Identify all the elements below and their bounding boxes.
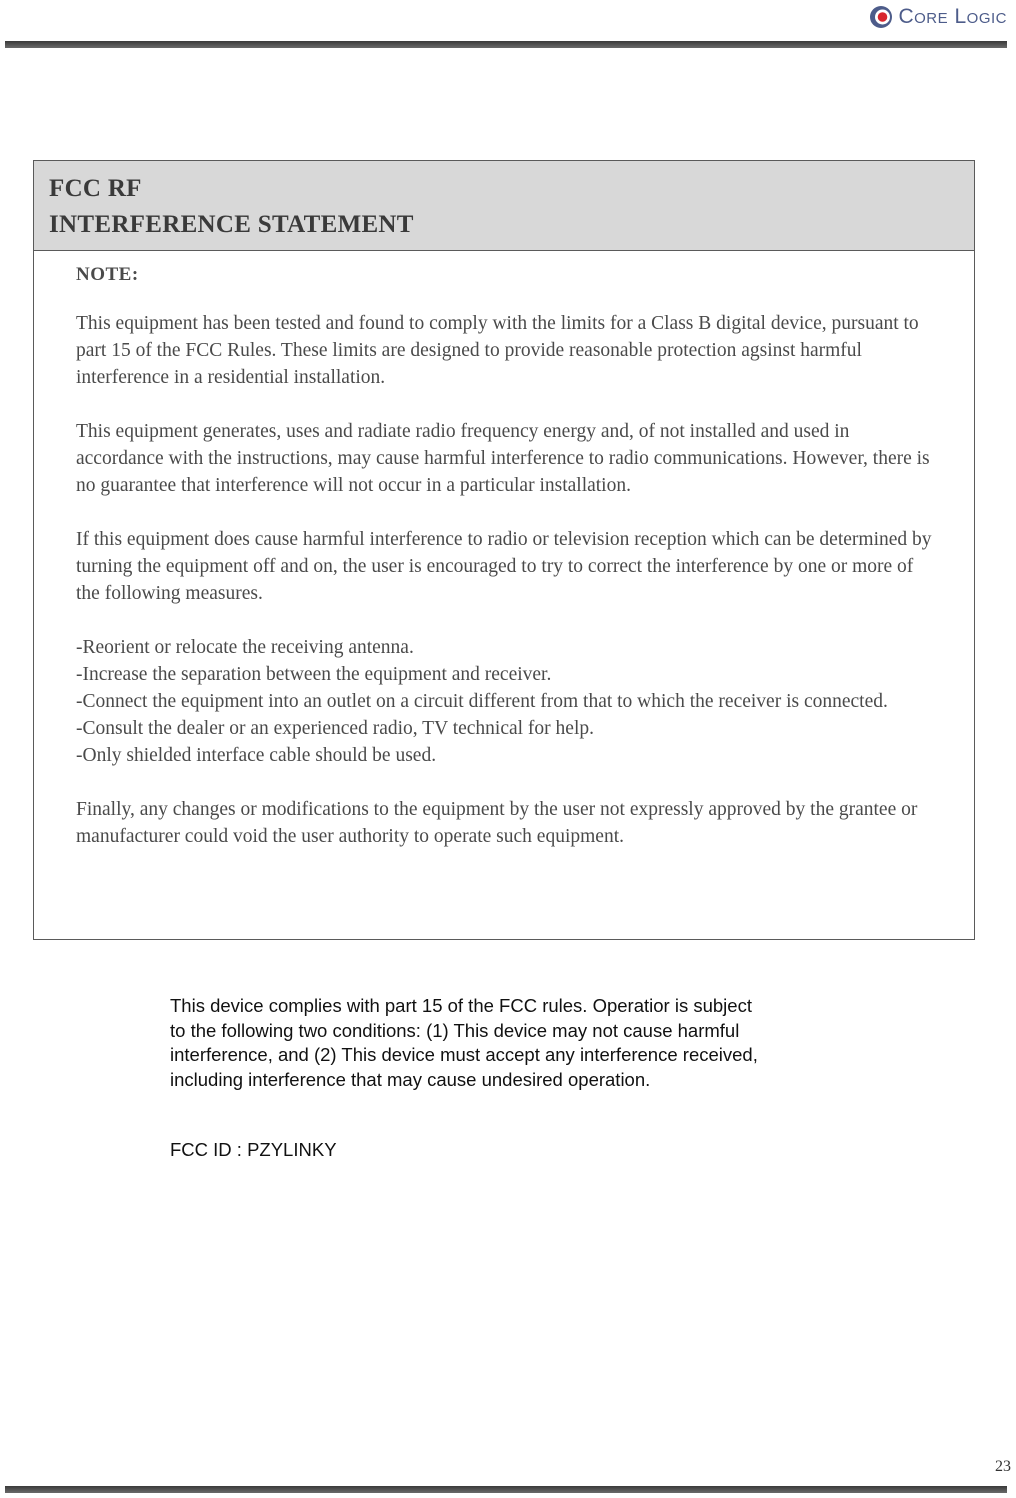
fcc-id: FCC ID : PZYLINKY xyxy=(170,1139,337,1160)
paragraph-interference-measures: If this equipment does cause harmful interference to radio or television reception which can be determined by turning the equipment off and on, the user is encouraged to try to correct the interference by one or more of the following measures. xyxy=(76,529,932,604)
measure-item: -Reorient or relocate the receiving antenna. xyxy=(76,637,414,658)
statement-title-line2: INTERFERENCE STATEMENT xyxy=(49,211,414,238)
paragraph-compliance: This equipment has been tested and found to comply with the limits for a Class B digital device, pursuant to part 15 of the FCC Rules. These limits are designed to provide reasonable protection agsinst harmful interference in a residential installation. xyxy=(76,313,919,388)
bottom-rule xyxy=(5,1486,1007,1493)
measure-item: -Increase the separation between the equipment and receiver. xyxy=(76,664,552,685)
fcc-statement-box xyxy=(33,160,975,940)
compliance-text: This device complies with part 15 of the FCC rules. Operatior is subject to the following two conditions: (1) This device may not cause harmful interference, and (2) This device must accept any interference received, including interference that may cause undesired operation. xyxy=(170,995,758,1090)
compliance-text-block xyxy=(170,994,770,1092)
statement-title-line1: FCC RF xyxy=(49,175,142,202)
paragraph-radio-energy: This equipment generates, uses and radiate radio frequency energy and, of not installed and used in accordance with the instructions, may cause harmful interference to radio communications. However, there is no guarantee that interference will not occur in a particular installation. xyxy=(76,421,930,496)
measure-item: -Connect the equipment into an outlet on a circuit different from that to which the receiver is connected. xyxy=(76,691,888,712)
measure-item: -Only shielded interface cable should be used. xyxy=(76,745,437,766)
core-logic-logo xyxy=(869,2,1007,32)
statement-body xyxy=(34,251,974,850)
paragraph-modifications: Finally, any changes or modifications to the equipment by the user not expressly approved by the grantee or manufacturer could void the user authority to operate such equipment. xyxy=(76,799,918,847)
core-logic-logo-icon xyxy=(869,5,893,29)
note-label: NOTE: xyxy=(76,264,139,285)
measures-list xyxy=(76,634,934,769)
measure-item: -Consult the dealer or an experienced radio, TV technical for help. xyxy=(76,718,594,739)
page-number: 23 xyxy=(995,1458,1011,1475)
statement-header xyxy=(34,161,974,251)
logo-text: Core Logic xyxy=(898,5,1007,28)
top-rule xyxy=(5,41,1007,48)
